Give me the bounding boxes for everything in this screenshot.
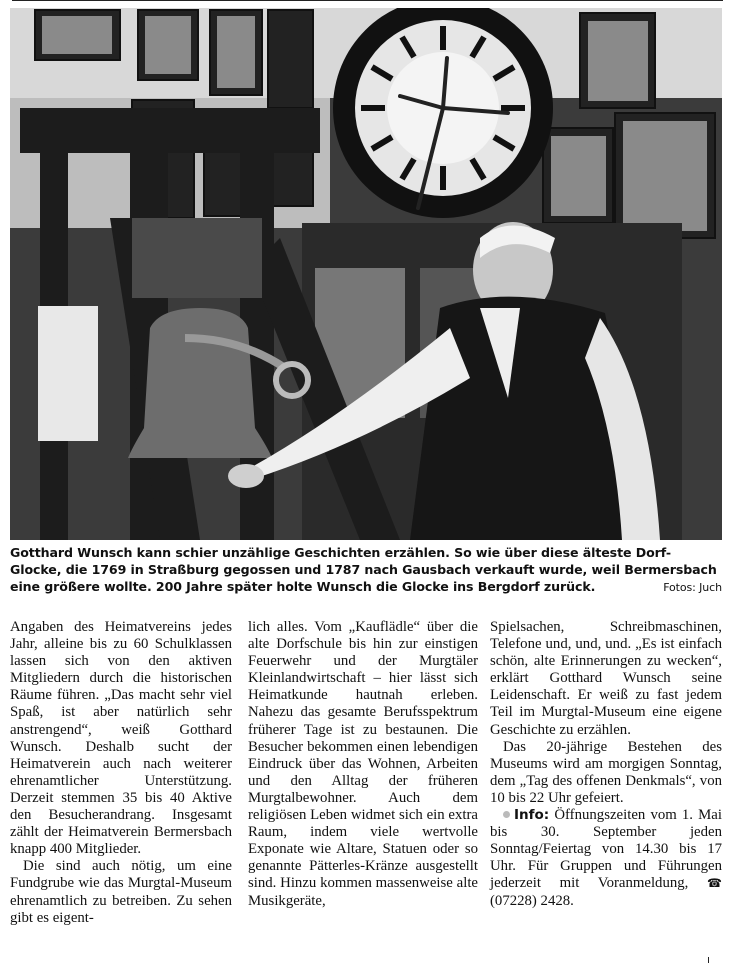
bullet-icon: [503, 811, 510, 818]
article-body: [10, 619, 722, 959]
photo-illustration: [10, 8, 722, 540]
photo-credit: Fotos: Juch: [663, 581, 722, 594]
top-rule: [12, 0, 723, 1]
museum-bell-photo: [10, 8, 722, 540]
article-column-1: [10, 619, 232, 927]
info-label: Info:: [514, 807, 550, 824]
article-column-2: [248, 619, 478, 910]
info-box: [490, 807, 722, 910]
article-paragraph: lich alles. Vom „Kauflädle“ über die alte Dorfschule bis hin zur einstigen Feuerwehr und der Murgtäler Kleinlandwirtschaft – hier lässt sich Heimatkunde hautnah erleben. Nahezu das gesamte Berufsspektrum früherer Tage ist zu bestaunen. Die Besucher bekommen einen lebendigen Eindruck über das Wohnen, Arbeiten und den Alltag der früheren Murgtalbewohner. Auch dem religiösen Leben widmet sich ein extra Raum, indem viele wertvolle Exponate wie Altare, Statuen oder so genannte Pätterles-Kränze ausgestellt sind. Hinzu kommen massenweise alte Musikgeräte,: [248, 619, 478, 909]
telephone-icon: ☎: [707, 876, 722, 891]
caption-text: Gotthard Wunsch kann schier unzählige Geschichten erzählen. So wie über diese älteste Dorf-Glocke, die 1769 in Straßburg gegossen und 1787 nach Gausbach verkauft wurde, weil Bermersbach eine größere wollte. 200 Jahre später holte Wunsch die Glocke ins Bergdorf zurück.: [10, 545, 717, 594]
article-paragraph: Die sind auch nötig, um eine Fundgrube wie das Murgtal-Museum ehrenamtlich zu betreiben. Zu sehen gibt es eigent-: [10, 858, 232, 926]
page-mark: [708, 957, 709, 963]
photo-caption: [10, 544, 722, 595]
phone-number: (07228) 2428.: [490, 892, 574, 909]
article-paragraph: Das 20-jährige Bestehen des Museums wird am morgigen Sonntag, dem „Tag des offenen Denkmals“, von 10 bis 22 Uhr gefeiert.: [490, 738, 722, 806]
article-paragraph: Spielsachen, Schreibmaschinen, Telefone und, und, und. „Es ist einfach schön, alte Erinnerungen zu wecken“, erklärt Gotthard Wunsch seine Leidenschaft. Er weiß zu fast jedem Teil im Murgtal-Museum eine eigene Geschichte zu erzählen.: [490, 619, 722, 738]
article-column-3: [490, 619, 722, 910]
article-paragraph: Angaben des Heimatvereins jedes Jahr, alleine bis zu 60 Schulklassen lassen sich von den aktiven Mitgliedern durch die historischen Räume führen. „Das macht sehr viel Spaß, ist aber natürlich sehr anstrengend“, weiß Gotthard Wunsch. Deshalb sucht der Heimatverein auch nach weiterer ehrenamtlicher Unterstützung. Derzeit stemmen 35 bis 40 Aktive den Besucherandrang. Insgesamt zählt der Heimatverein Bermersbach knapp 400 Mitglieder.: [10, 619, 232, 858]
info-text: Öffnungszeiten vom 1. Mai bis 30. September jeden Sonntag/Feiertag von 14.30 bis 17 Uhr. Für Gruppen und Führungen jederzeit mit Voranmeldung,: [490, 807, 722, 892]
